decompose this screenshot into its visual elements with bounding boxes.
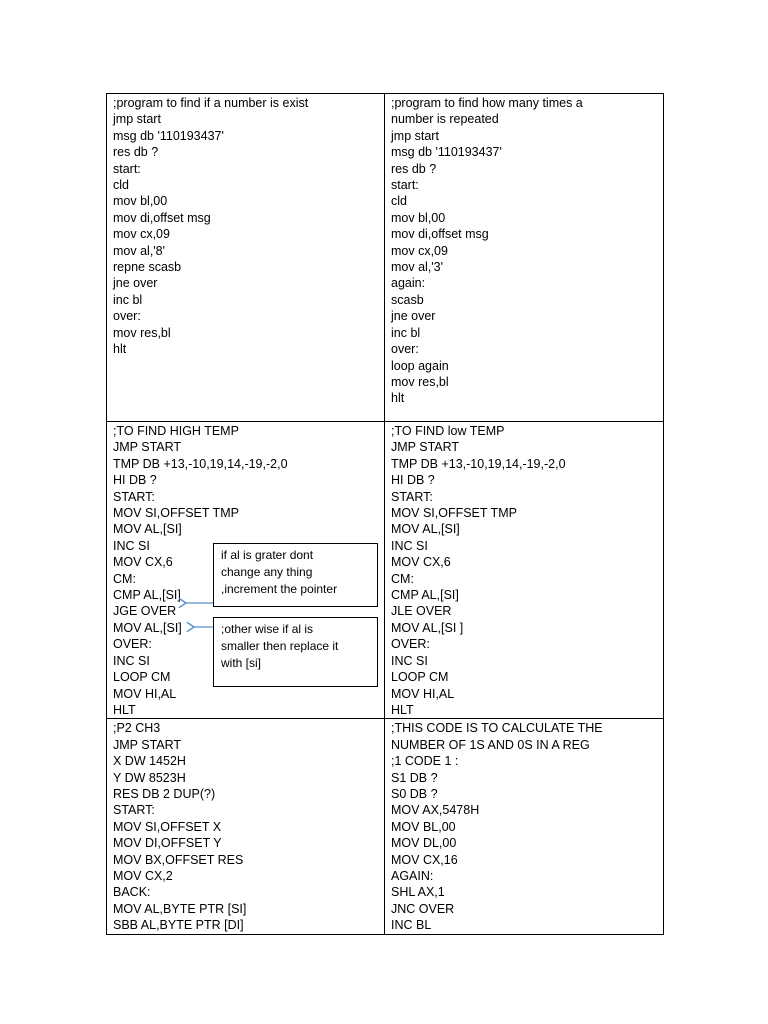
code-line: S1 DB ?	[391, 770, 438, 785]
code-line: inc bl	[113, 292, 143, 307]
code-line: hlt	[113, 342, 127, 357]
code-line: HLT	[391, 702, 414, 717]
code-line: INC SI	[113, 653, 150, 668]
code-line: ;1 CODE 1 :	[391, 754, 459, 769]
code-line: OVER:	[113, 637, 152, 652]
code-line: START:	[391, 489, 433, 504]
code-cell-low-temp	[385, 422, 664, 719]
code-line: MOV CX,6	[113, 555, 173, 570]
code-cell-count-repeats	[385, 94, 664, 422]
code-line: START:	[113, 489, 155, 504]
code-line: res db ?	[391, 161, 437, 176]
code-line: loop again	[391, 358, 449, 373]
code-line: inc bl	[391, 325, 421, 340]
code-line: SHL AX,1	[391, 885, 445, 900]
table-row	[107, 94, 664, 422]
code-line: JMP START	[113, 440, 182, 455]
code-line: JLE OVER	[391, 604, 452, 619]
note-line: if al is grater dont	[221, 548, 314, 562]
code-line: over:	[113, 309, 141, 324]
annotation-note-mov	[213, 617, 378, 687]
code-line: mov res,bl	[391, 374, 449, 389]
code-line: res db ?	[113, 145, 159, 160]
code-line: mov al,'8'	[113, 243, 166, 258]
code-line: start:	[113, 161, 141, 176]
code-line: jne over	[391, 309, 436, 324]
code-line: JMP START	[391, 440, 460, 455]
code-line: MOV AL,[SI]	[391, 522, 460, 537]
code-line: TMP DB +13,-10,19,14,-19,-2,0	[113, 456, 288, 471]
note-line: ,increment the pointer	[221, 582, 338, 596]
code-line: mov bl,00	[113, 194, 168, 209]
code-line: hlt	[391, 391, 405, 406]
code-line: MOV BL,00	[391, 819, 456, 834]
code-line: ;TO FIND HIGH TEMP	[113, 424, 239, 438]
code-line: MOV AX,5478H	[391, 803, 480, 818]
code-line: repne scasb	[113, 260, 182, 275]
code-line: MOV DI,OFFSET Y	[113, 836, 222, 851]
code-line: mov cx,09	[113, 227, 170, 242]
code-line: MOV AL,BYTE PTR [SI]	[113, 901, 247, 916]
code-line: MOV AL,[SI]	[113, 620, 182, 635]
code-line: HI DB ?	[391, 473, 435, 488]
code-line: mov bl,00	[391, 210, 446, 225]
code-table	[106, 93, 664, 935]
code-line: AGAIN:	[391, 868, 434, 883]
code-line: BACK:	[113, 885, 151, 900]
code-line: CM:	[113, 571, 136, 586]
table-row	[107, 719, 664, 934]
code-cell-p2-ch3	[107, 719, 385, 934]
code-line: INC SI	[391, 538, 428, 553]
code-line: ;P2 CH3	[113, 721, 161, 736]
note-line: smaller then replace it	[221, 639, 339, 653]
code-line: MOV CX,6	[391, 555, 451, 570]
code-line: again:	[391, 276, 426, 291]
code-line: MOV DL,00	[391, 836, 457, 851]
code-line: jmp start	[391, 128, 439, 143]
code-line: mov di,offset msg	[113, 210, 211, 225]
code-line: MOV CX,2	[113, 868, 173, 883]
code-line: INC SI	[113, 538, 150, 553]
code-line: MOV SI,OFFSET TMP	[113, 506, 239, 521]
code-line: mov res,bl	[113, 325, 171, 340]
code-line: MOV AL,[SI ]	[391, 620, 464, 635]
code-line: CM:	[391, 571, 414, 586]
code-line: LOOP CM	[391, 670, 449, 685]
code-line: X DW 1452H	[113, 754, 186, 769]
code-line: number is repeated	[391, 112, 499, 127]
code-line: ;THIS CODE IS TO CALCULATE THE	[391, 721, 603, 736]
code-line: mov di,offset msg	[391, 227, 489, 242]
note-line: ;other wise if al is	[221, 622, 314, 636]
code-line: TMP DB +13,-10,19,14,-19,-2,0	[391, 456, 566, 471]
code-line: HLT	[113, 702, 136, 717]
code-cell-count-bits	[385, 719, 664, 934]
code-line: JMP START	[113, 737, 182, 752]
code-line: scasb	[391, 292, 424, 307]
note-line: with [si]	[221, 656, 262, 670]
code-line: NUMBER OF 1S AND 0S IN A REG	[391, 737, 590, 752]
code-cell-find-exist	[107, 94, 385, 422]
code-line: jmp start	[113, 112, 161, 127]
code-line: JNC OVER	[391, 901, 455, 916]
code-line: MOV AL,[SI]	[113, 522, 182, 537]
code-line: INC SI	[391, 653, 428, 668]
code-line: ;TO FIND low TEMP	[391, 424, 505, 438]
note-line: change any thing	[221, 565, 313, 579]
code-line: msg db '110193437'	[113, 128, 224, 143]
code-line: ;program to find how many times a	[391, 96, 583, 110]
code-line: msg db '110193437'	[391, 145, 502, 160]
code-line: LOOP CM	[113, 670, 171, 685]
code-line: Y DW 8523H	[113, 770, 186, 785]
code-line: S0 DB ?	[391, 786, 438, 801]
code-line: RES DB 2 DUP(?)	[113, 786, 216, 801]
code-line: MOV BX,OFFSET RES	[113, 852, 244, 867]
code-line: CMP AL,[SI]	[113, 588, 181, 603]
code-line: MOV HI,AL	[391, 686, 455, 701]
code-line: mov al,'3'	[391, 260, 444, 275]
code-line: MOV CX,16	[391, 852, 458, 867]
code-line: MOV SI,OFFSET TMP	[391, 506, 517, 521]
code-line: jne over	[113, 276, 158, 291]
code-line: START:	[113, 803, 155, 818]
code-line: CMP AL,[SI]	[391, 588, 459, 603]
code-line: ;program to find if a number is exist	[113, 96, 309, 110]
code-line: mov cx,09	[391, 243, 448, 258]
code-line: cld	[391, 194, 407, 209]
code-line: JGE OVER	[113, 604, 177, 619]
code-line: MOV SI,OFFSET X	[113, 819, 222, 834]
code-line: SBB AL,BYTE PTR [DI]	[113, 918, 244, 933]
code-line: OVER:	[391, 637, 430, 652]
code-line: over:	[391, 342, 419, 357]
table-row	[107, 422, 664, 719]
code-line: INC BL	[391, 918, 432, 933]
annotation-note-jge	[213, 543, 378, 607]
code-line: HI DB ?	[113, 473, 157, 488]
code-line: start:	[391, 178, 419, 193]
code-line: cld	[113, 178, 129, 193]
code-line: MOV HI,AL	[113, 686, 177, 701]
